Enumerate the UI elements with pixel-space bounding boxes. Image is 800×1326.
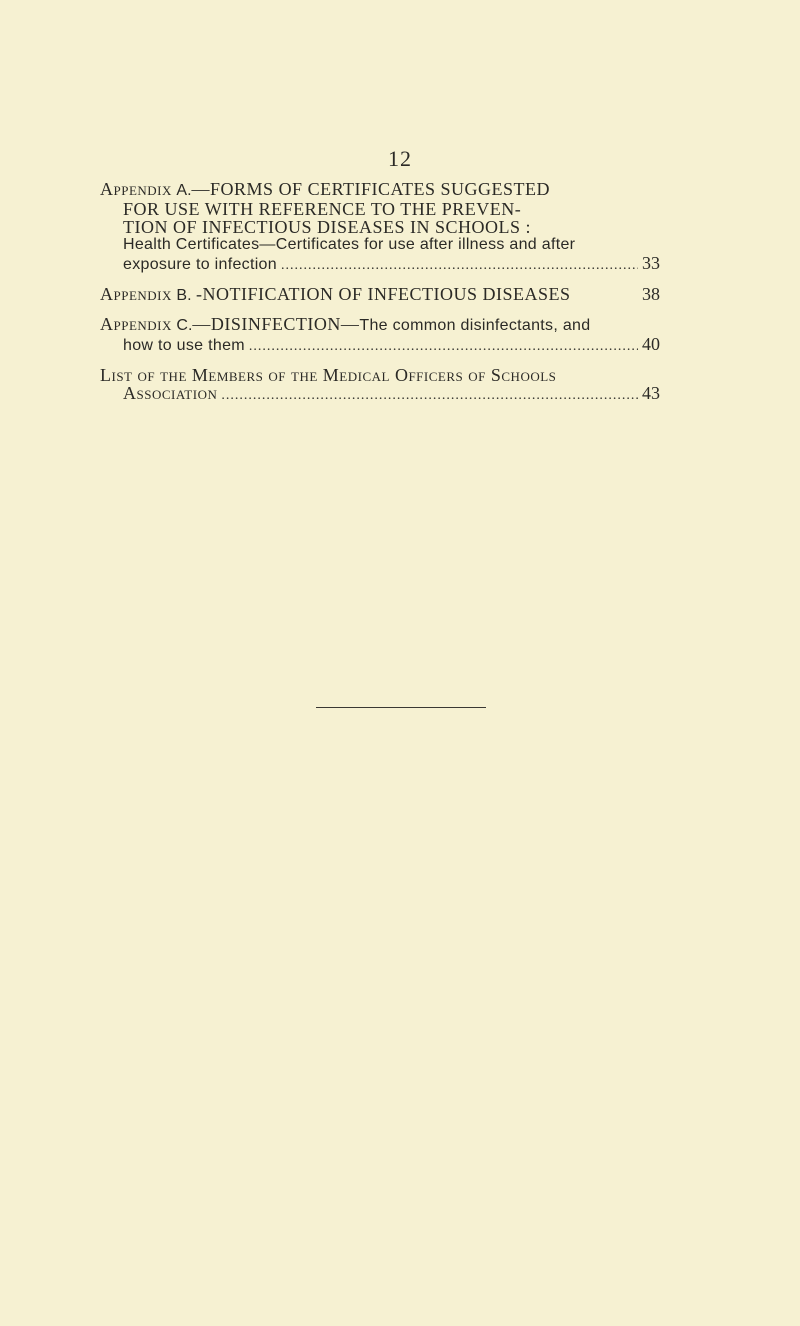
- appendix-label: Appendix: [100, 284, 172, 304]
- entry-title: List of the Members of the Medical Officers of Schools: [100, 365, 557, 385]
- entry-description: how to use them: [123, 337, 245, 354]
- entry-line: [100, 315, 660, 335]
- page-number: 12: [388, 146, 412, 171]
- entry-line: [100, 180, 660, 200]
- entry-title: —DISINFECTION—: [192, 314, 360, 334]
- appendix-letter: A.: [176, 182, 192, 199]
- toc-entry-appendix-a: [100, 180, 660, 275]
- entry-title-continued: FOR USE WITH REFERENCE TO THE PREVEN-: [123, 199, 522, 219]
- entry-title-continued: Association: [123, 383, 218, 403]
- entry-description: exposure to infection: [123, 256, 277, 273]
- dot-leader: [281, 257, 638, 275]
- entry-description: Health Certificates—Certificates for use after illness and after: [123, 236, 576, 253]
- entry-page-number: 38: [642, 284, 660, 304]
- appendix-label: Appendix: [100, 179, 172, 199]
- entry-leader-line: [100, 384, 660, 405]
- entry-description: The common disinfectants, and: [359, 317, 591, 334]
- horizontal-rule: [316, 707, 486, 708]
- entry-page-number: 43: [642, 383, 660, 403]
- entry-line: [100, 285, 571, 305]
- appendix-letter: C.: [176, 317, 193, 334]
- entry-title-continued: TION OF INFECTIOUS DISEASES IN SCHOOLS :: [123, 217, 532, 237]
- toc-entry-appendix-b: [100, 285, 660, 305]
- toc-entry-members-list: [100, 366, 660, 405]
- entry-leader-line: [100, 335, 660, 356]
- entry-page-number: 33: [642, 253, 660, 273]
- entry-leader-line: [100, 254, 660, 275]
- dot-leader: [249, 338, 638, 356]
- entry-title: —FORMS OF CERTIFICATES SUGGESTED: [191, 179, 551, 199]
- entry-title: -NOTIFICATION OF INFECTIOUS DISEASES: [196, 284, 571, 304]
- appendix-label: Appendix: [100, 314, 172, 334]
- entry-leader-line: [100, 285, 660, 305]
- toc-entry-appendix-c: [100, 315, 660, 356]
- entry-page-number: 40: [642, 334, 660, 354]
- table-of-contents: [100, 180, 660, 415]
- dot-leader: [221, 387, 638, 405]
- appendix-letter: B.: [176, 287, 192, 304]
